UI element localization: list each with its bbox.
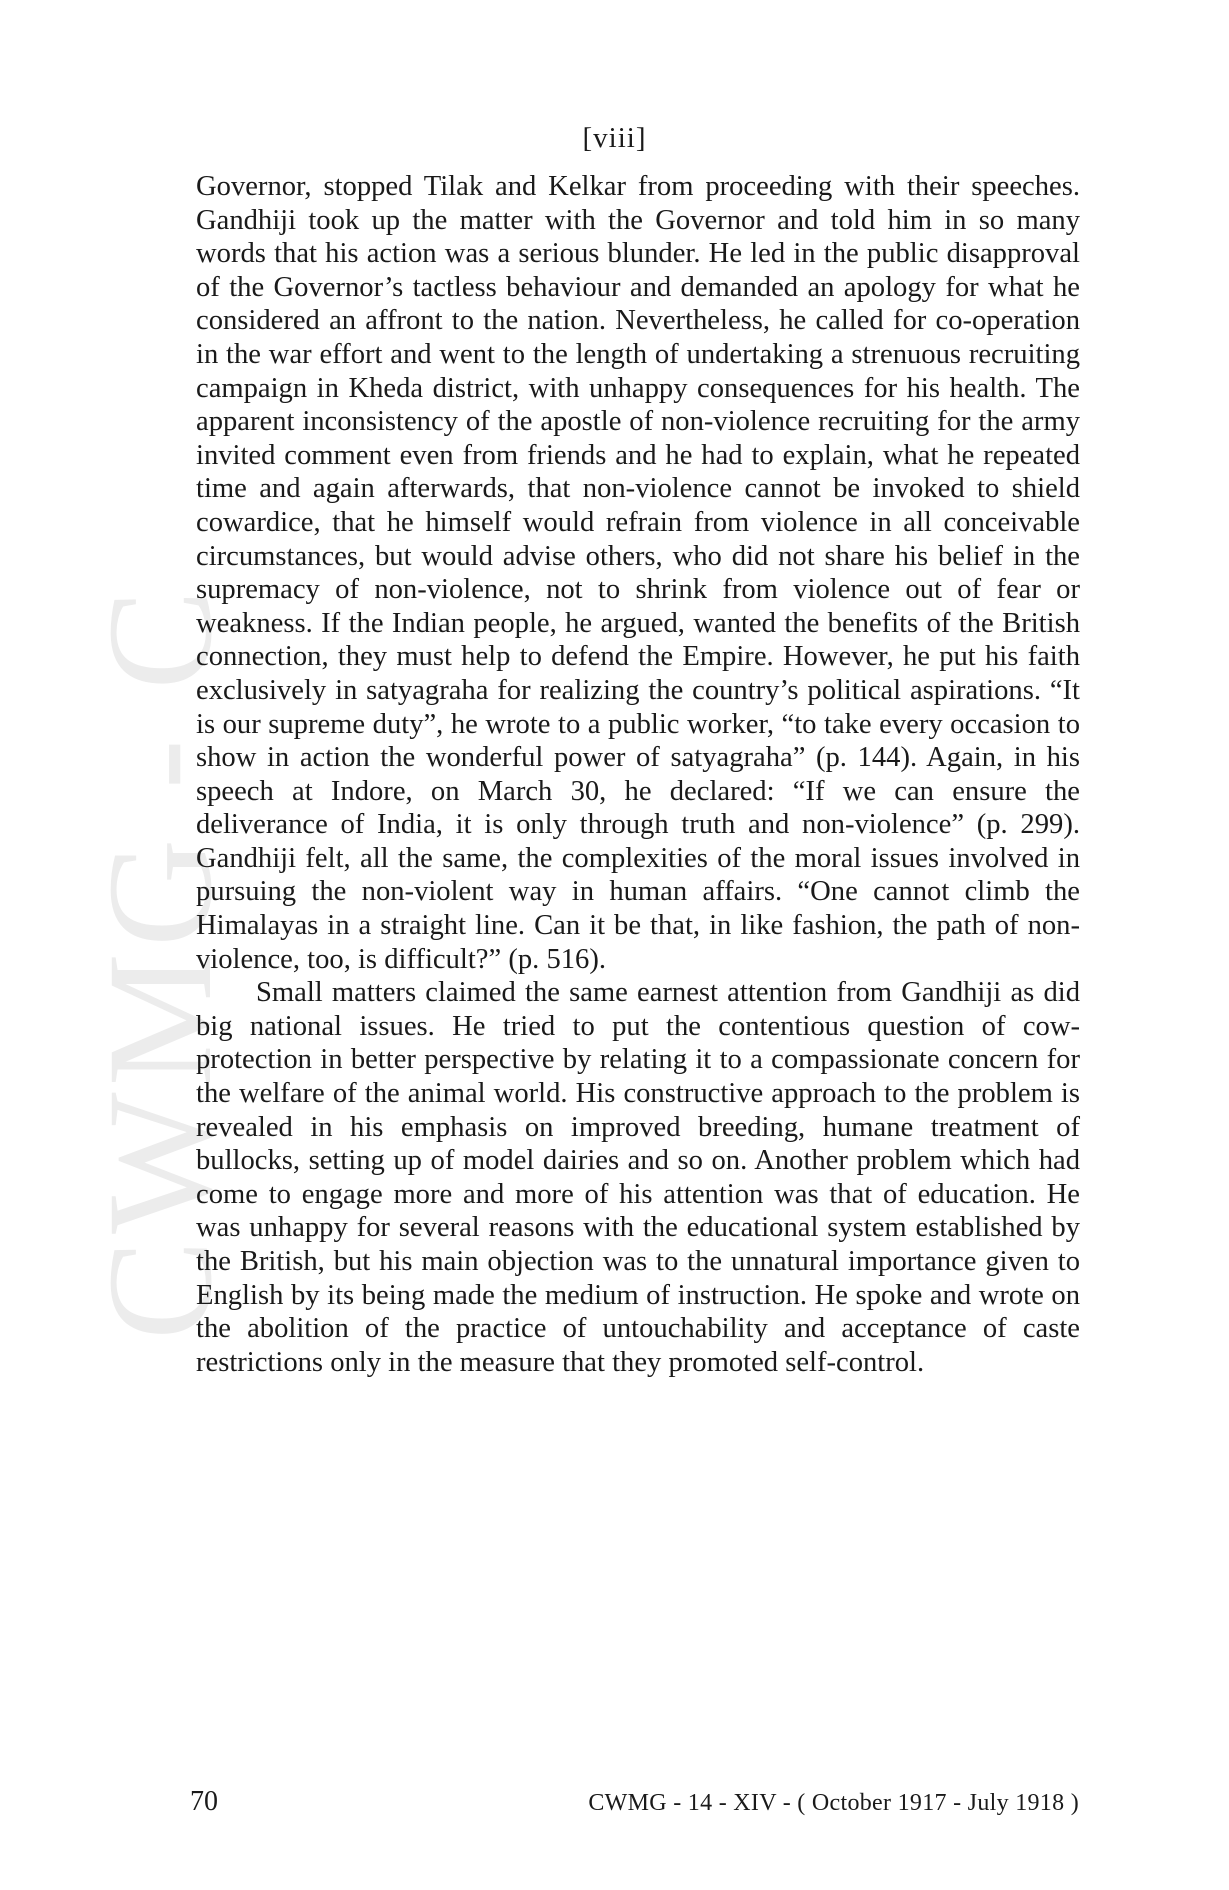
svg-text:CWMG - C: CWMG - C — [77, 583, 243, 1340]
body-text — [196, 170, 1080, 1379]
running-footer: CWMG - 14 - XIV - ( October 1917 - July 1918 ) — [588, 1790, 1079, 1816]
page-header: [viii] — [582, 122, 647, 154]
page-number: 70 — [190, 1786, 218, 1817]
paragraph: Small matters claimed the same earnest attention from Gandhiji as did big national issues. He tried to put the contentious question of cow-protection in better perspective by relating it to a compassionate concern for the welfare of the animal world. His constructive approach to the problem is revealed in his emphasis on improved breeding, humane treatment of bullocks, setting up of model dairies and so on. Another problem which had come to engage more and more of his attention was that of education. He was unhappy for several reasons with the educational system established by the British, but his main objection was to the unnatural importance given to English by its being made the medium of instruction. He spoke and wrote on the abolition of the practice of untouchability and acceptance of caste restrictions only in the measure that they promoted self-control. — [196, 977, 1080, 1378]
paragraph: Governor, stopped Tilak and Kelkar from proceeding with their speeches. Gandhiji took up the matter with the Governor and told him in so many words that his action was a serious blunder. He led in the public disapproval of the Governor’s tactless behaviour and demanded an apology for what he considered an affront to the nation. Nevertheless, he called for co-operation in the war effort and went to the length of undertaking a strenuous recruiting campaign in Kheda district, with unhappy consequences for his health. The apparent inconsistency of the apostle of non-violence recruiting for the army invited comment even from friends and he had to explain, what he repeated time and again afterwards, that non-violence cannot be invoked to shield cowardice, that he himself would refrain from violence in all conceivable circumstances, but would advise others, who did not share his belief in the supremacy of non-violence, not to shrink from violence out of fear or weakness. If the Indian people, he argued, wanted the benefits of the British connection, they must help to defend the Empire. However, he put his faith exclusively in satyagraha for realizing the country’s political aspirations. “It is our supreme duty”, he wrote to a public worker, “to take every occasion to show in action the wonderful power of satyagraha” (p. 144). Again, in his speech at Indore, on March 30, he declared: “If we can ensure the deliverance of India, it is only through truth and non-violence” (p. 299). Gandhiji felt, all the same, the complexities of the moral issues involved in pursuing the non-violent way in human affairs. “One cannot climb the Himalayas in a straight line. Can it be that, in like fashion, the path of non-violence, too, is difficult?” (p. 516). — [196, 171, 1080, 975]
